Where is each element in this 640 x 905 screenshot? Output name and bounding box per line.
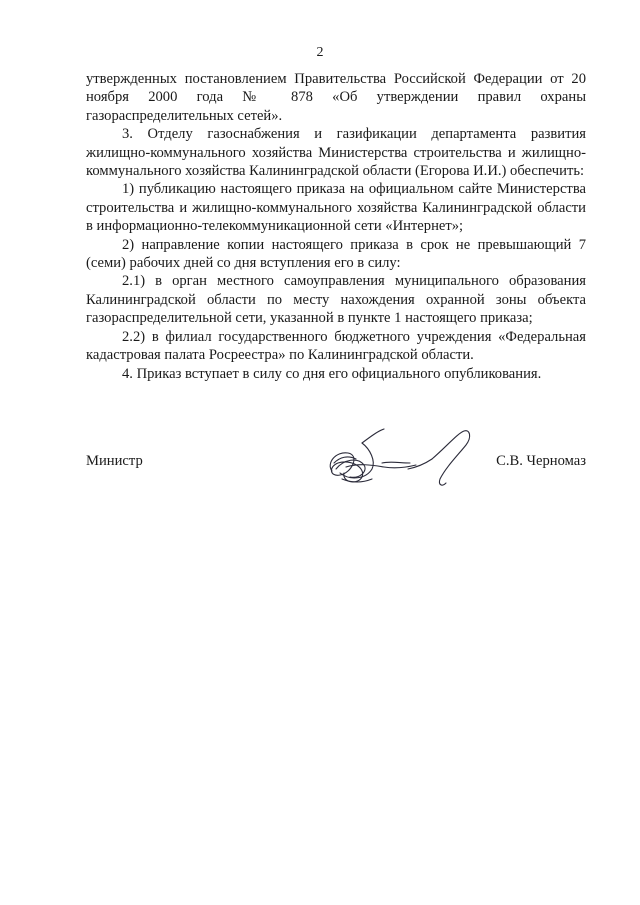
paragraph-item-4: 4. Приказ вступает в силу со дня его официального опубликования. <box>122 365 542 382</box>
paragraph-continuation: утвержденных постановлением Правительства Российской Федерации от 20 ноября 2000 года № 878 «Об утверждении правил охраны газораспределительных сетей». <box>86 71 586 124</box>
paragraph-item-3-2-2: 2.2) в филиал государственного бюджетного учреждения «Федеральная кадастровая палата Росреестра» по Калининградской области. <box>86 328 586 364</box>
signatory-title: Министр <box>86 453 143 469</box>
signatory-name: С.В. Черномаз <box>496 453 586 469</box>
document-body <box>86 70 586 383</box>
paragraph-item-3-1: 1) публикацию настоящего приказа на официальном сайте Министерства строительства и жилищно-коммунального хозяйства Калининградской области в информационно-телекоммуникационной сети «Интернет»; <box>86 181 586 235</box>
paragraph-item-3: 3. Отделу газоснабжения и газификации департамента развития жилищно-коммунального хозяйства Министерства строительства и жилищно-коммунального хозяйства Калининградской области (Егорова И.И.) обеспечить: <box>86 126 586 180</box>
paragraph-item-3-2-1: 2.1) в орган местного самоуправления муниципального образования Калининградской области по месту нахождения охранной зоны объекта газораспределительной сети, указанной в пункте 1 настоящего приказа; <box>86 273 586 327</box>
handwritten-signature-icon <box>322 423 482 495</box>
paragraph-item-3-2: 2) направление копии настоящего приказа в срок не превышающий 7 (семи) рабочих дней со дня вступления его в силу: <box>86 236 586 272</box>
signature-block <box>86 423 586 503</box>
page-number: 2 <box>316 45 324 60</box>
